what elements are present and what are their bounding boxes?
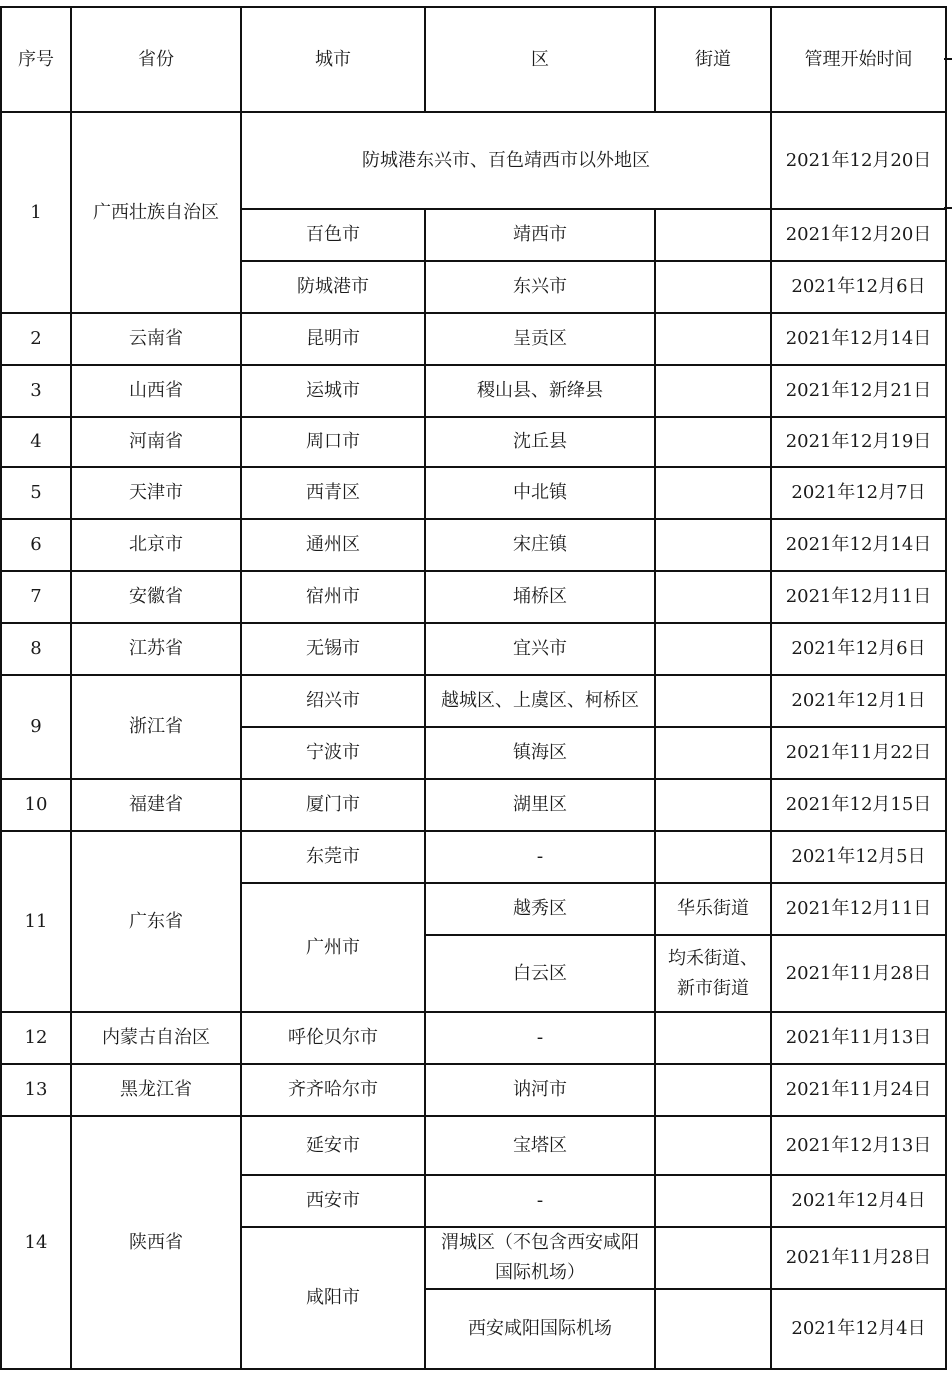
header-province: 省份 <box>71 7 241 112</box>
seq-cell: 2 <box>1 313 71 365</box>
district-cell: 宜兴市 <box>425 623 655 675</box>
district-cell: 靖西市 <box>425 209 655 261</box>
date-cell: 2021年12月13日 <box>771 1116 946 1175</box>
date-cell: 2021年12月11日 <box>771 571 946 623</box>
date-cell: 2021年12月4日 <box>771 1175 946 1227</box>
street-cell <box>655 779 771 831</box>
district-cell: 呈贡区 <box>425 313 655 365</box>
seq-cell: 10 <box>1 779 71 831</box>
table-row <box>1 467 946 519</box>
seq-cell: 9 <box>1 675 71 779</box>
control-areas-table <box>0 6 947 1370</box>
street-cell <box>655 519 771 571</box>
province-cell: 陕西省 <box>71 1116 241 1369</box>
city-cell: 宁波市 <box>241 727 425 779</box>
province-cell: 黑龙江省 <box>71 1064 241 1116</box>
city-cell: 宿州市 <box>241 571 425 623</box>
district-cell: 中北镇 <box>425 467 655 519</box>
seq-cell: 1 <box>1 112 71 313</box>
province-cell: 云南省 <box>71 313 241 365</box>
merged-area-cell: 防城港东兴市、百色靖西市以外地区 <box>241 112 771 209</box>
city-cell: 广州市 <box>241 883 425 1012</box>
street-cell <box>655 209 771 261</box>
street-line: 均禾街道、 <box>668 947 758 969</box>
date-cell: 2021年12月20日 <box>771 209 946 261</box>
district-cell: 越秀区 <box>425 883 655 935</box>
street-cell <box>655 1012 771 1064</box>
table-row <box>1 365 946 417</box>
date-cell: 2021年11月13日 <box>771 1012 946 1064</box>
date-cell: 2021年12月5日 <box>771 831 946 883</box>
header-city: 城市 <box>241 7 425 112</box>
seq-cell: 5 <box>1 467 71 519</box>
date-cell: 2021年11月28日 <box>771 935 946 1012</box>
street-line: 新市街道 <box>677 977 749 999</box>
date-cell: 2021年12月20日 <box>771 112 946 209</box>
district-cell: 东兴市 <box>425 261 655 313</box>
district-cell <box>425 1227 655 1289</box>
province-cell: 北京市 <box>71 519 241 571</box>
header-street: 街道 <box>655 7 771 112</box>
province-cell: 广东省 <box>71 831 241 1012</box>
province-cell: 内蒙古自治区 <box>71 1012 241 1064</box>
seq-cell: 4 <box>1 417 71 467</box>
street-cell <box>655 1289 771 1369</box>
district-cell: 宋庄镇 <box>425 519 655 571</box>
street-cell: 华乐街道 <box>655 883 771 935</box>
date-cell: 2021年11月28日 <box>771 1227 946 1289</box>
table-row <box>1 1064 946 1116</box>
city-cell: 防城港市 <box>241 261 425 313</box>
district-cell: - <box>425 1175 655 1227</box>
street-cell <box>655 365 771 417</box>
province-cell: 安徽省 <box>71 571 241 623</box>
province-cell: 天津市 <box>71 467 241 519</box>
city-cell: 齐齐哈尔市 <box>241 1064 425 1116</box>
seq-cell: 7 <box>1 571 71 623</box>
table-row <box>1 313 946 365</box>
street-cell <box>655 571 771 623</box>
table-row <box>1 112 946 209</box>
seq-cell: 13 <box>1 1064 71 1116</box>
street-cell <box>655 831 771 883</box>
city-cell: 西青区 <box>241 467 425 519</box>
city-cell: 咸阳市 <box>241 1227 425 1369</box>
city-cell: 呼伦贝尔市 <box>241 1012 425 1064</box>
table-row <box>1 1116 946 1175</box>
date-cell: 2021年12月7日 <box>771 467 946 519</box>
street-cell <box>655 675 771 727</box>
street-cell <box>655 467 771 519</box>
date-cell: 2021年12月15日 <box>771 779 946 831</box>
province-cell: 山西省 <box>71 365 241 417</box>
district-cell: 稷山县、新绛县 <box>425 365 655 417</box>
date-cell: 2021年12月4日 <box>771 1289 946 1369</box>
district-cell: 沈丘县 <box>425 417 655 467</box>
seq-cell: 3 <box>1 365 71 417</box>
district-cell: 镇海区 <box>425 727 655 779</box>
date-cell: 2021年11月24日 <box>771 1064 946 1116</box>
district-cell: 讷河市 <box>425 1064 655 1116</box>
city-cell: 运城市 <box>241 365 425 417</box>
street-cell <box>655 1116 771 1175</box>
city-cell: 百色市 <box>241 209 425 261</box>
city-cell: 周口市 <box>241 417 425 467</box>
province-cell: 广西壮族自治区 <box>71 112 241 313</box>
district-cell: 湖里区 <box>425 779 655 831</box>
province-cell: 河南省 <box>71 417 241 467</box>
city-cell: 延安市 <box>241 1116 425 1175</box>
province-cell: 浙江省 <box>71 675 241 779</box>
seq-cell: 11 <box>1 831 71 1012</box>
city-cell: 东莞市 <box>241 831 425 883</box>
district-cell: 宝塔区 <box>425 1116 655 1175</box>
table-row <box>1 831 946 883</box>
date-cell: 2021年12月6日 <box>771 623 946 675</box>
table-row <box>1 1012 946 1064</box>
street-cell <box>655 313 771 365</box>
city-cell: 西安市 <box>241 1175 425 1227</box>
district-cell: 越城区、上虞区、柯桥区 <box>425 675 655 727</box>
district-cell: 西安咸阳国际机场 <box>425 1289 655 1369</box>
city-cell: 通州区 <box>241 519 425 571</box>
table-row <box>1 571 946 623</box>
table-row <box>1 779 946 831</box>
date-cell: 2021年12月14日 <box>771 519 946 571</box>
seq-cell: 14 <box>1 1116 71 1369</box>
district-line: 国际机场） <box>495 1262 585 1283</box>
street-cell <box>655 935 771 1012</box>
seq-cell: 12 <box>1 1012 71 1064</box>
street-cell <box>655 1064 771 1116</box>
district-cell: 白云区 <box>425 935 655 1012</box>
street-cell <box>655 1227 771 1289</box>
district-cell: 埇桥区 <box>425 571 655 623</box>
header-start-time: 管理开始时间 <box>771 7 946 112</box>
table-row <box>1 623 946 675</box>
date-cell: 2021年12月11日 <box>771 883 946 935</box>
street-cell <box>655 623 771 675</box>
date-cell: 2021年12月19日 <box>771 417 946 467</box>
province-cell: 福建省 <box>71 779 241 831</box>
street-cell <box>655 727 771 779</box>
district-cell: - <box>425 1012 655 1064</box>
date-cell: 2021年12月1日 <box>771 675 946 727</box>
date-cell: 2021年11月22日 <box>771 727 946 779</box>
header-seq: 序号 <box>1 7 71 112</box>
street-cell <box>655 261 771 313</box>
header-district: 区 <box>425 7 655 112</box>
city-cell: 无锡市 <box>241 623 425 675</box>
seq-cell: 6 <box>1 519 71 571</box>
city-cell: 绍兴市 <box>241 675 425 727</box>
date-cell: 2021年12月6日 <box>771 261 946 313</box>
street-cell <box>655 1175 771 1227</box>
city-cell: 昆明市 <box>241 313 425 365</box>
header-row <box>1 7 946 112</box>
province-cell: 江苏省 <box>71 623 241 675</box>
table-row <box>1 675 946 727</box>
seq-cell: 8 <box>1 623 71 675</box>
district-line: 渭城区（不包含西安咸阳 <box>441 1232 639 1253</box>
street-cell <box>655 417 771 467</box>
date-cell: 2021年12月14日 <box>771 313 946 365</box>
district-cell: - <box>425 831 655 883</box>
table-row <box>1 417 946 467</box>
table-row <box>1 519 946 571</box>
city-cell: 厦门市 <box>241 779 425 831</box>
date-cell: 2021年12月21日 <box>771 365 946 417</box>
